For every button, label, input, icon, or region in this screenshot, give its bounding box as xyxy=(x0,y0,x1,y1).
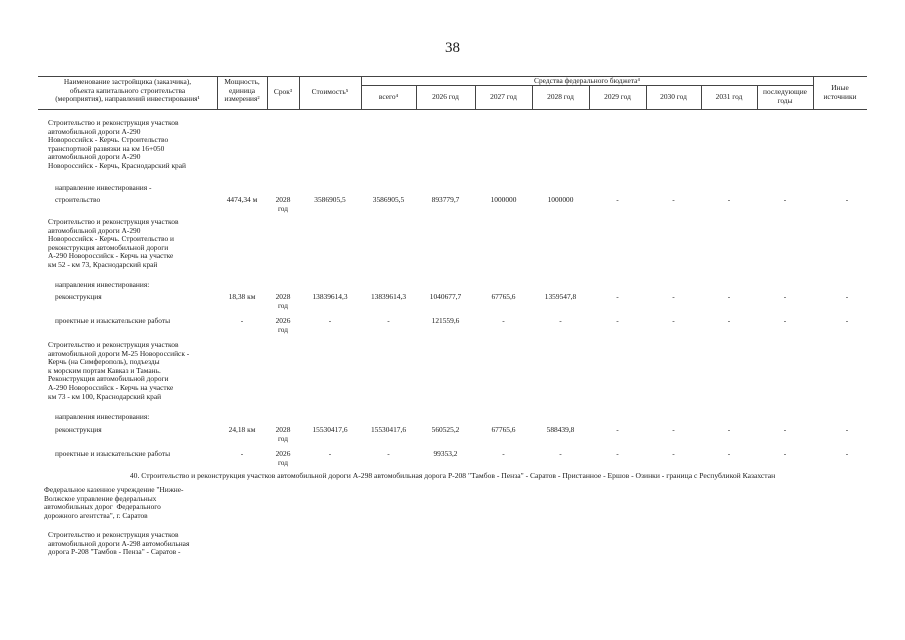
row-term: 2026 год xyxy=(275,449,291,467)
object-title: Строительство и реконструкция участков автомобильной дороги А-290 Новороссийск - Керчь. Строительство и реконструкция автомобильной дороги А-290 Новороссийск - Керчь на участке км 52 - км 73, Краснодарский край xyxy=(48,217,179,269)
header-subsequent: последующие годы xyxy=(763,87,807,105)
row-name: строительство xyxy=(55,195,101,204)
object-title: Строительство и реконструкция участков автомобильной дороги М-25 Новороссийск - Керчь (на Симферополь), подъезды к морским портам Кавказ и Тамань. Реконструкция автомобильной дороги А-290 Новороссийск - Керчь на участке км 73 - км 100, Краснодарский край xyxy=(48,340,190,401)
header-federal-budget: Средства федерального бюджета⁴ xyxy=(534,76,640,85)
row-cost: - xyxy=(328,449,332,458)
header-year-2026: 2026 год xyxy=(432,92,459,101)
row-2031: - xyxy=(727,292,731,301)
row-term: 2028 год xyxy=(275,195,291,213)
header-capacity: Мощность, единица измерения² xyxy=(224,77,260,104)
row-name: реконструкция xyxy=(55,292,102,301)
row-2027: - xyxy=(502,449,505,458)
row-other: - xyxy=(845,195,849,204)
row-cost: - xyxy=(328,316,332,325)
row-total: - xyxy=(387,316,390,325)
header-year-2029: 2029 год xyxy=(604,92,631,101)
row-2028: 1359547,8 xyxy=(544,292,577,301)
row-term: 2028 год xyxy=(275,292,291,310)
row-term: 2028 год xyxy=(275,425,291,443)
investment-direction-label: направления инвестирования: xyxy=(55,412,150,421)
row-total: 15530417,6 xyxy=(370,425,407,434)
header-year-2031: 2031 год xyxy=(715,92,743,101)
row-2030: - xyxy=(672,316,675,325)
row-2027: 67765,6 xyxy=(491,425,516,434)
row-later: - xyxy=(783,195,787,204)
row-later: - xyxy=(783,316,787,325)
page-number: 38 xyxy=(445,40,460,56)
row-2026: 893779,7 xyxy=(431,195,460,204)
row-capacity: 24,18 км xyxy=(228,425,256,434)
row-2026: 121559,6 xyxy=(431,316,460,325)
header-other: Иные источники xyxy=(823,83,857,101)
row-name: проектные и изыскательские работы xyxy=(55,449,171,458)
object-title: Строительство и реконструкция участков автомобильной дороги А-298 автомобильная дорога Р-208 "Тамбов - Пенза" - Саратов - xyxy=(48,530,190,557)
row-total: 3586905,5 xyxy=(372,195,405,204)
row-2029: - xyxy=(616,425,619,434)
row-2027: 1000000 xyxy=(490,195,517,204)
row-later: - xyxy=(783,425,787,434)
row-2031: - xyxy=(727,195,731,204)
row-total: 13839614,3 xyxy=(370,292,407,301)
row-2026: 99353,2 xyxy=(433,449,458,458)
row-2030: - xyxy=(672,195,675,204)
investment-direction-label: направление инвестирования - xyxy=(55,183,152,192)
row-cost: 3586905,5 xyxy=(314,195,346,204)
row-capacity: - xyxy=(240,316,244,325)
row-2030: - xyxy=(672,449,675,458)
row-2030: - xyxy=(672,292,675,301)
row-2029: - xyxy=(616,292,619,301)
header-year-2028: 2028 год xyxy=(547,92,574,101)
row-2028: 1000000 xyxy=(547,195,574,204)
row-2029: - xyxy=(616,195,619,204)
row-2028: - xyxy=(559,449,562,458)
row-other: - xyxy=(845,292,849,301)
header-total: всего⁴ xyxy=(378,92,399,101)
row-capacity: - xyxy=(240,449,244,458)
row-name: реконструкция xyxy=(55,425,102,434)
row-2029: - xyxy=(616,449,619,458)
row-2026: 1040677,7 xyxy=(429,292,462,301)
investment-direction-label: направления инвестирования: xyxy=(55,280,150,289)
header-term: Срок³ xyxy=(273,87,293,96)
row-2028: 588439,8 xyxy=(546,425,575,434)
header-bottom-border xyxy=(38,109,867,110)
customer-name: Федеральное казенное учреждение "Нижне- Волжское управление федеральных автомобильных дорог Федерального дорожного агентства", г. Саратов xyxy=(44,485,184,520)
row-cost: 15530417,6 xyxy=(312,425,348,434)
header-cost: Стоимость⁵ xyxy=(311,87,349,96)
row-capacity: 4474,34 м xyxy=(226,195,258,204)
row-later: - xyxy=(783,449,787,458)
row-total: - xyxy=(387,449,390,458)
header-year-2030: 2030 год xyxy=(660,92,687,101)
row-2026: 560525,2 xyxy=(431,425,460,434)
row-2029: - xyxy=(616,316,619,325)
row-other: - xyxy=(845,449,849,458)
header-year-2027: 2027 год xyxy=(490,92,517,101)
row-name: проектные и изыскательские работы xyxy=(55,316,171,325)
row-2031: - xyxy=(727,449,731,458)
row-other: - xyxy=(845,425,849,434)
row-2030: - xyxy=(672,425,675,434)
row-later: - xyxy=(783,292,787,301)
row-2027: 67765,6 xyxy=(491,292,516,301)
row-other: - xyxy=(845,316,849,325)
row-capacity: 18,38 км xyxy=(228,292,256,301)
row-term: 2026 год xyxy=(275,316,291,334)
header-name: Наименование застройщика (заказчика), объекта капитального строительства (мероприятия), направлений инвестирования¹ xyxy=(55,77,200,104)
row-2028: - xyxy=(559,316,562,325)
section-heading: 40. Строительство и реконструкция участков автомобильной дороги А-298 автомобильная дорога Р-208 "Тамбов - Пенза" - Саратов - Пристанное - Ершов - Озинки - граница с Республикой Казахстан xyxy=(129,471,776,480)
row-2031: - xyxy=(727,425,731,434)
row-2031: - xyxy=(727,316,731,325)
row-cost: 13839614,3 xyxy=(312,292,348,301)
row-2027: - xyxy=(502,316,505,325)
object-title: Строительство и реконструкция участков автомобильной дороги А-290 Новороссийск - Керчь. Строительство транспортной развязки на км 16+050 автомобильной дороги А-290 Новороссийск - Керчь, Краснодарский край xyxy=(48,118,186,170)
